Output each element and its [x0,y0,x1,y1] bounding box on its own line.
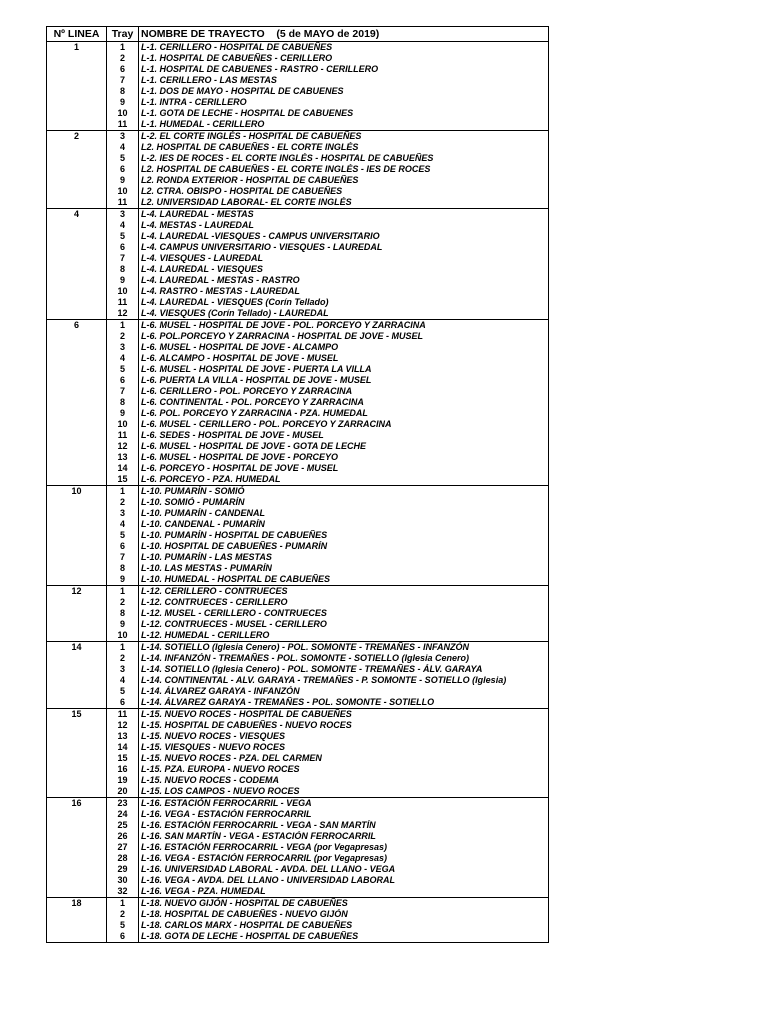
route-name: L-14. INFANZÓN - TREMAÑES - POL. SOMONTE - SOTIELLO (Iglesia Cenero) [141,653,470,663]
tray-number: 26 [107,831,139,842]
table-row [107,875,548,886]
tray-number: 3 [107,131,139,142]
table-row [107,131,548,142]
tray-number: 8 [107,397,139,408]
table-row [107,630,548,641]
tray-number: 9 [107,619,139,630]
route-name: L-4. MESTAS - LAUREDAL [141,220,254,230]
line-number: 15 [47,709,107,797]
route-name: L-1. HUMEDAL - CERILLERO [141,119,265,129]
tray-number: 9 [107,275,139,286]
route-name: L-4. LAUREDAL - VIESQUES (Corín Tellado) [141,297,329,307]
route-name: L-10. PUMARÍN - LAS MESTAS [141,552,272,562]
route-name: L-1. HOSPITAL DE CABUENES - RASTRO - CERILLERO [141,64,379,74]
table-row [107,419,548,430]
route-name: L-14. SOTIELLO (Iglesia Cenero) - POL. SOMONTE - TREMAÑES - INFANZÓN [141,642,470,652]
tray-number: 1 [107,486,139,497]
route-name: L-16. SAN MARTÍN - VEGA - ESTACIÓN FERROCARRIL [141,831,376,841]
tray-number: 28 [107,853,139,864]
table-row [107,486,548,497]
tray-number: 25 [107,820,139,831]
route-name: L-16. VEGA - PZA. HUMEDAL [141,886,266,896]
tray-number: 32 [107,886,139,897]
tray-number: 15 [107,474,139,485]
route-rows [107,42,548,130]
tray-number: 9 [107,97,139,108]
route-name: L-4. LAUREDAL -VIESQUES - CAMPUS UNIVERSITARIO [141,231,380,241]
tray-number: 1 [107,898,139,909]
route-name: L-12. MUSEL - CERILLERO - CONTRUECES [141,608,327,618]
table-row [107,220,548,231]
tray-number: 8 [107,264,139,275]
route-name: L-14. ÁLVAREZ GARAYA - INFANZÓN [141,686,300,696]
table-row [107,331,548,342]
route-rows [107,709,548,797]
table-row [107,642,548,653]
route-name: L-6. MUSEL - CERILLERO - POL. PORCEYO Y ZARRACINA [141,419,392,429]
table-row [107,86,548,97]
table-row [107,209,548,220]
table-row [107,842,548,853]
route-name: L-16. VEGA - ESTACIÓN FERROCARRIL [141,809,312,819]
tray-number: 15 [107,753,139,764]
tray-number: 4 [107,353,139,364]
tray-number: 23 [107,798,139,809]
table-row [107,375,548,386]
table-row [107,853,548,864]
tray-number: 12 [107,720,139,731]
tray-number: 1 [107,586,139,597]
route-rows [107,320,548,485]
tray-number: 2 [107,597,139,608]
table-row [107,798,548,809]
table-row [107,886,548,897]
route-name: L-18. NUEVO GIJÓN - HOSPITAL DE CABUEÑES [141,898,348,908]
route-name: L-12. CONTRUECES - CERILLERO [141,597,288,607]
table-row [107,809,548,820]
tray-number: 12 [107,441,139,452]
route-name: L2. HOSPITAL DE CABUEÑES - EL CORTE INGLÉS - IES DE ROCES [141,164,431,174]
tray-number: 14 [107,742,139,753]
route-name: L-10. PUMARÍN - CANDENAL [141,508,266,518]
route-name: L-16. UNIVERSIDAD LABORAL - AVDA. DEL LLANO - VEGA [141,864,396,874]
tray-number: 9 [107,574,139,585]
header-route-name: NOMBRE DE TRAYECTO (5 de MAYO de 2019) [141,28,380,40]
tray-number: 8 [107,86,139,97]
route-name: L-10. PUMARÍN - SOMIÓ [141,486,245,496]
table-row [107,353,548,364]
route-name: L-4. LAUREDAL - VIESQUES [141,264,263,274]
table-row [107,720,548,731]
line-group [47,131,548,209]
route-name: L-6. CONTINENTAL - POL. PORCEYO Y ZARRACINA [141,397,364,407]
route-name: L-16. ESTACIÓN FERROCARRIL - VEGA - SAN MARTÍN [141,820,376,830]
tray-number: 1 [107,642,139,653]
tray-number: 6 [107,64,139,75]
line-group [47,486,548,586]
table-row [107,831,548,842]
tray-number: 4 [107,142,139,153]
line-group [47,709,548,798]
route-name: L-12. HUMEDAL - CERILLERO [141,630,270,640]
route-name: L-1. INTRA - CERILLERO [141,97,247,107]
route-name: L2. HOSPITAL DE CABUEÑES - EL CORTE INGLÉS [141,142,359,152]
tray-number: 5 [107,153,139,164]
table-row [107,108,548,119]
tray-number: 6 [107,931,139,942]
tray-number: 7 [107,552,139,563]
route-table [46,26,549,943]
tray-number: 6 [107,697,139,708]
table-row [107,186,548,197]
tray-number: 10 [107,186,139,197]
tray-number: 8 [107,563,139,574]
tray-number: 6 [107,375,139,386]
route-name: L-14. ÁLVAREZ GARAYA - TREMAÑES - POL. SOMONTE - SOTIELLO [141,697,435,707]
tray-number: 1 [107,42,139,53]
tray-number: 10 [107,108,139,119]
route-name: L-15. VIESQUES - NUEVO ROCES [141,742,286,752]
table-row [107,286,548,297]
table-row [107,253,548,264]
table-row [107,519,548,530]
tray-number: 3 [107,209,139,220]
tray-number: 2 [107,909,139,920]
table-row [107,552,548,563]
route-name: L-4. VIESQUES - LAUREDAL [141,253,264,263]
table-row [107,864,548,875]
table-row [107,697,548,708]
route-rows [107,798,548,897]
route-name: L-6. ALCAMPO - HOSPITAL DE JOVE - MUSEL [141,353,339,363]
line-number: 16 [47,798,107,897]
table-row [107,231,548,242]
route-rows [107,642,548,708]
line-group [47,42,548,131]
tray-number: 2 [107,497,139,508]
header-line-number: Nº LINEA [47,27,107,41]
tray-number: 30 [107,875,139,886]
tray-number: 7 [107,386,139,397]
route-name: L-6. MUSEL - HOSPITAL DE JOVE - PORCEYO [141,452,339,462]
table-row [107,574,548,585]
route-name: L-14. SOTIELLO (Iglesia Cenero) - POL. SOMONTE - TREMAÑES - ÁLV. GARAYA [141,664,483,674]
table-row [107,175,548,186]
table-row [107,920,548,931]
route-name: L-16. ESTACIÓN FERROCARRIL - VEGA (por Vegapresas) [141,842,388,852]
tray-number: 2 [107,53,139,64]
route-name: L-1. DOS DE MAYO - HOSPITAL DE CABUENES [141,86,344,96]
route-name: L-15. NUEVO ROCES - VIESQUES [141,731,286,741]
table-row [107,441,548,452]
table-row [107,42,548,53]
table-row [107,397,548,408]
route-name: L-14. CONTINENTAL - ALV. GARAYA - TREMAÑES - P. SOMONTE - SOTIELLO (Iglesia) [141,675,507,685]
route-name: L-18. CARLOS MARX - HOSPITAL DE CABUEÑES [141,920,353,930]
tray-number: 5 [107,231,139,242]
table-row [107,731,548,742]
route-name: L-10. LAS MESTAS - PUMARÍN [141,563,272,573]
tray-number: 11 [107,197,139,208]
table-row [107,619,548,630]
route-name: L-15. LOS CAMPOS - NUEVO ROCES [141,786,300,796]
tray-number: 3 [107,342,139,353]
route-name: L-4. RASTRO - MESTAS - LAUREDAL [141,286,300,296]
tray-number: 2 [107,653,139,664]
tray-number: 11 [107,119,139,130]
table-row [107,275,548,286]
header-tray: Tray [107,27,139,41]
table-row [107,775,548,786]
table-row [107,386,548,397]
table-row [107,820,548,831]
line-number: 2 [47,131,107,208]
route-rows [107,586,548,641]
line-group [47,586,548,642]
route-name: L-4. LAUREDAL - MESTAS [141,209,254,219]
table-row [107,64,548,75]
route-rows [107,131,548,208]
table-row [107,430,548,441]
tray-number: 9 [107,175,139,186]
table-row [107,119,548,130]
tray-number: 4 [107,675,139,686]
tray-number: 5 [107,686,139,697]
table-row [107,264,548,275]
table-row [107,242,548,253]
tray-number: 6 [107,541,139,552]
route-name: L-6. SEDES - HOSPITAL DE JOVE - MUSEL [141,430,324,440]
tray-number: 19 [107,775,139,786]
route-name: L-10. HUMEDAL - HOSPITAL DE CABUEÑES [141,574,331,584]
table-row [107,764,548,775]
table-row [107,742,548,753]
route-name: L-4. CAMPUS UNIVERSITARIO - VIESQUES - LAUREDAL [141,242,383,252]
route-name: L-1. CERILLERO - HOSPITAL DE CABUEÑES [141,42,333,52]
route-name: L-2. IES DE ROCES - EL CORTE INGLÉS - HOSPITAL DE CABUEÑES [141,153,434,163]
route-name: L-12. CERILLERO - CONTRUECES [141,586,288,596]
route-name: L-6. MUSEL - HOSPITAL DE JOVE - GOTA DE LECHE [141,441,367,451]
line-group [47,798,548,898]
tray-number: 29 [107,864,139,875]
tray-number: 20 [107,786,139,797]
table-row [107,308,548,319]
table-row [107,474,548,485]
route-name: L-6. MUSEL - HOSPITAL DE JOVE - ALCAMPO [141,342,339,352]
line-group [47,320,548,486]
table-row [107,898,548,909]
table-row [107,586,548,597]
tray-number: 11 [107,297,139,308]
table-row [107,53,548,64]
route-name: L-6. PUERTA LA VILLA - HOSPITAL DE JOVE - MUSEL [141,375,372,385]
tray-number: 5 [107,530,139,541]
tray-number: 5 [107,920,139,931]
route-name: L-16. VEGA - AVDA. DEL LLANO - UNIVERSIDAD LABORAL [141,875,396,885]
route-name: L-1. HOSPITAL DE CABUEÑES - CERILLERO [141,53,333,63]
table-row [107,153,548,164]
route-name: L-10. PUMARÍN - HOSPITAL DE CABUEÑES [141,530,328,540]
route-name: L2. RONDA EXTERIOR - HOSPITAL DE CABUEÑES [141,175,359,185]
table-row [107,452,548,463]
table-row [107,508,548,519]
tray-number: 27 [107,842,139,853]
table-row [107,608,548,619]
route-name: L-6. CERILLERO - POL. PORCEYO Y ZARRACINA [141,386,353,396]
tray-number: 6 [107,164,139,175]
table-row [107,541,548,552]
table-row [107,675,548,686]
route-name: L-10. SOMIÓ - PUMARÍN [141,497,245,507]
table-row [107,297,548,308]
table-row [107,320,548,331]
tray-number: 3 [107,664,139,675]
table-row [107,709,548,720]
tray-number: 5 [107,364,139,375]
tray-number: 24 [107,809,139,820]
line-number: 6 [47,320,107,485]
route-name: L-2. EL CORTE INGLÉS - HOSPITAL DE CABUEÑES [141,131,362,141]
route-name: L-1. CERILLERO - LAS MESTAS [141,75,277,85]
route-name: L-6. PORCEYO - HOSPITAL DE JOVE - MUSEL [141,463,339,473]
route-rows [107,486,548,585]
tray-number: 13 [107,452,139,463]
tray-number: 13 [107,731,139,742]
table-row [107,753,548,764]
route-name: L-15. NUEVO ROCES - PZA. DEL CARMEN [141,753,322,763]
tray-number: 10 [107,630,139,641]
tray-number: 8 [107,608,139,619]
tray-number: 3 [107,508,139,519]
table-row [107,463,548,474]
table-header [47,27,548,42]
table-row [107,342,548,353]
tray-number: 16 [107,764,139,775]
route-name: L-15. HOSPITAL DE CABUEÑES - NUEVO ROCES [141,720,352,730]
route-name: L-10. HOSPITAL DE CABUEÑES - PUMARÍN [141,541,328,551]
route-name: L2. CTRA. OBISPO - HOSPITAL DE CABUEÑES [141,186,343,196]
table-row [107,530,548,541]
tray-number: 10 [107,419,139,430]
table-row [107,786,548,797]
tray-number: 9 [107,408,139,419]
line-number: 14 [47,642,107,708]
route-name: L-16. VEGA - ESTACIÓN FERROCARRIL (por Vegapresas) [141,853,388,863]
route-rows [107,898,548,942]
table-row [107,664,548,675]
table-row [107,197,548,208]
table-body [47,42,548,942]
route-name: L-4. VIESQUES (Corín Tellado) - LAUREDAL [141,308,329,318]
route-name: L-18. HOSPITAL DE CABUEÑES - NUEVO GIJÓN [141,909,348,919]
route-name: L-6. MUSEL - HOSPITAL DE JOVE - PUERTA LA VILLA [141,364,372,374]
tray-number: 7 [107,253,139,264]
tray-number: 6 [107,242,139,253]
line-number: 18 [47,898,107,942]
route-name: L-6. POL.PORCEYO Y ZARRACINA - HOSPITAL DE JOVE - MUSEL [141,331,424,341]
route-name: L-16. ESTACIÓN FERROCARRIL - VEGA [141,798,312,808]
tray-number: 11 [107,430,139,441]
line-number: 10 [47,486,107,585]
route-name: L-18. GOTA DE LECHE - HOSPITAL DE CABUEÑES [141,931,359,941]
table-row [107,497,548,508]
route-name: L-15. NUEVO ROCES - CODEMA [141,775,280,785]
line-number: 4 [47,209,107,319]
route-name: L-6. POL. PORCEYO Y ZARRACINA - PZA. HUMEDAL [141,408,368,418]
route-rows [107,209,548,319]
table-row [107,686,548,697]
table-row [107,142,548,153]
route-name: L-6. MUSEL - HOSPITAL DE JOVE - POL. PORCEYO Y ZARRACINA [141,320,426,330]
route-name: L2. UNIVERSIDAD LABORAL- EL CORTE INGLÉS [141,197,352,207]
tray-number: 11 [107,709,139,720]
line-number: 1 [47,42,107,130]
tray-number: 7 [107,75,139,86]
route-name: L-10. CANDENAL - PUMARÍN [141,519,265,529]
route-name: L-15. PZA. EUROPA - NUEVO ROCES [141,764,300,774]
route-name: L-4. LAUREDAL - MESTAS - RASTRO [141,275,300,285]
table-row [107,597,548,608]
tray-number: 1 [107,320,139,331]
route-name: L-1. GOTA DE LECHE - HOSPITAL DE CABUENES [141,108,354,118]
route-name: L-6. PORCEYO - PZA. HUMEDAL [141,474,281,484]
table-row [107,75,548,86]
tray-number: 14 [107,463,139,474]
tray-number: 2 [107,331,139,342]
table-row [107,931,548,942]
tray-number: 10 [107,286,139,297]
line-group [47,642,548,709]
table-row [107,364,548,375]
table-row [107,97,548,108]
line-number: 12 [47,586,107,641]
table-row [107,408,548,419]
route-name: L-15. NUEVO ROCES - HOSPITAL DE CABUEÑES [141,709,352,719]
line-group [47,209,548,320]
table-row [107,909,548,920]
tray-number: 4 [107,220,139,231]
tray-number: 12 [107,308,139,319]
table-row [107,164,548,175]
route-name: L-12. CONTRUECES - MUSEL - CERILLERO [141,619,327,629]
table-row [107,653,548,664]
table-row [107,563,548,574]
tray-number: 4 [107,519,139,530]
line-group [47,898,548,942]
